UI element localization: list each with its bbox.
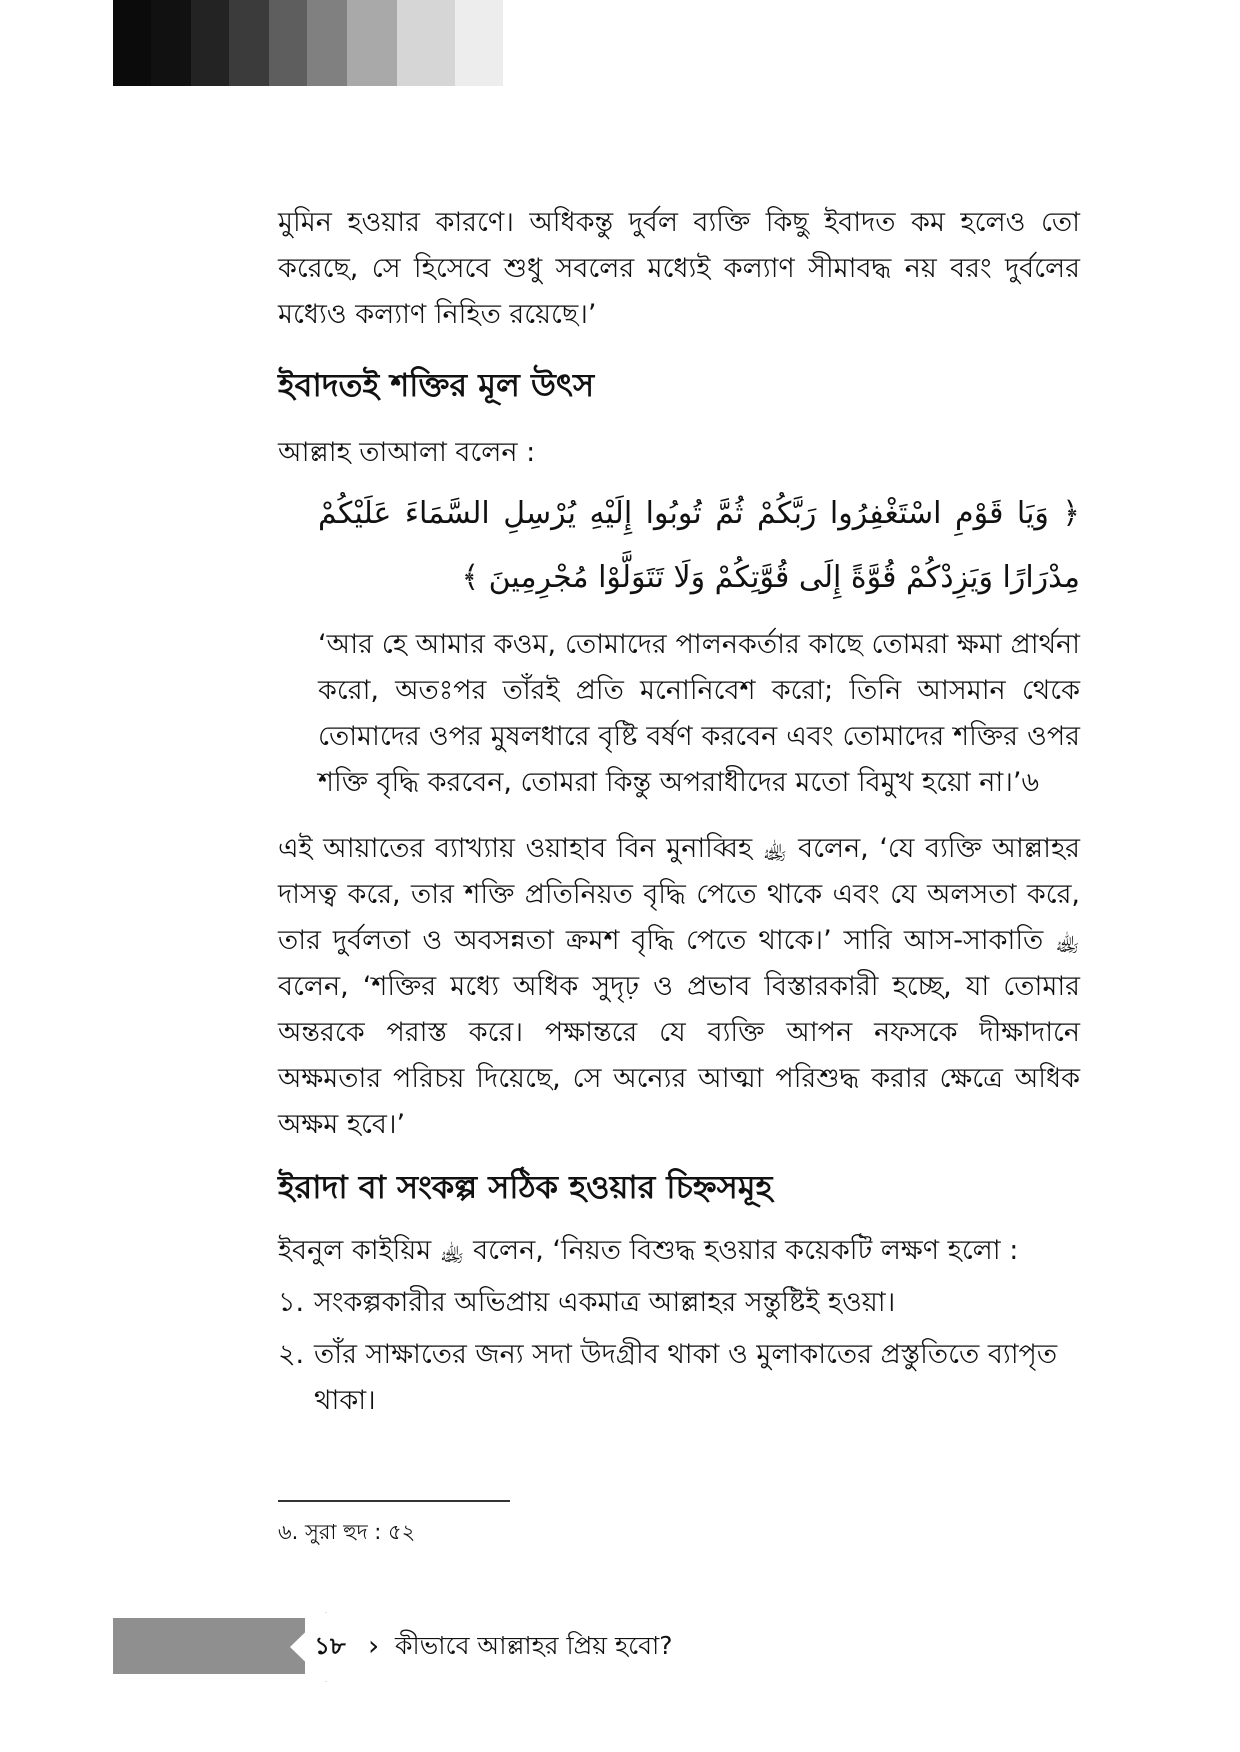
- list-number: ২.: [278, 1339, 305, 1370]
- strip-block: [191, 0, 229, 86]
- chevron-right-icon: ›: [368, 1629, 380, 1662]
- page-number: ১৮: [314, 1632, 346, 1660]
- allah-says-label: আল্লাহ তাআলা বলেন :: [278, 437, 536, 468]
- footnote: ৬. সুরা হুদ : ৫২: [278, 1520, 416, 1544]
- section-heading-worship-strength: ইবাদতই শক্তির মূল উৎস: [278, 366, 595, 404]
- book-title: কীভাবে আল্লাহর প্রিয় হবো?: [395, 1631, 673, 1660]
- arabic-verse: ﴿ وَيَا قَوْمِ اسْتَغْفِرُوا رَبَّكُمْ ثُمَّ تُوبُوا إِلَيْهِ يُرْسِلِ السَّمَاءَ عَلَيْكُمْ مِدْرَارًا وَيَزِدْكُمْ قُوَّةً إِلَى قُوَّتِكُمْ وَلَا تَتَوَلَّوْا مُجْرِمِينَ ﴾: [318, 496, 1080, 595]
- strip-block: [347, 0, 397, 86]
- list-item: [278, 1332, 1080, 1424]
- section-heading-signs-of-intention: ইরাদা বা সংকল্প সঠিক হওয়ার চিহ্নসমূহ: [278, 1168, 773, 1206]
- intro-paragraph: মুমিন হওয়ার কারণে। অধিকন্তু দুর্বল ব্যক্তি কিছু ইবাদত কম হলেও তো করেছে, সে হিসেবে শুধু সবলের মধ্যেই কল্যাণ সীমাবদ্ধ নয় বরং দুর্বলের মধ্যেও কল্যাণ নিহিত রয়েছে।’: [278, 207, 1080, 330]
- verse-translation: ‘আর হে আমার কওম, তোমাদের পালনকর্তার কাছে তোমরা ক্ষমা প্রার্থনা করো, অতঃপর তাঁরই প্রতি মনোনিবেশ করো; তিনি আসমান থেকে তোমাদের ওপর মুষলধারে বৃষ্টি বর্ষণ করবেন এবং তোমাদের শক্তির ওপর শক্তি বৃদ্ধি করবেন, তোমরা কিন্তু অপরাধীদের মতো বিমুখ হয়ো না।’৬: [318, 629, 1080, 798]
- strip-block: [113, 0, 151, 86]
- page-body: [278, 200, 1080, 1424]
- strip-block: [229, 0, 269, 86]
- list-number: ১.: [278, 1287, 305, 1318]
- ibn-qayyim-intro: ইবনুল কাইয়িম ﵀ বলেন, ‘নিয়ত বিশুদ্ধ হওয়ার কয়েকটি লক্ষণ হলো :: [278, 1235, 1019, 1266]
- strip-block: [455, 0, 503, 86]
- list-item: [278, 1280, 1080, 1326]
- footer-gray-bar: [113, 1618, 305, 1674]
- strip-block: [397, 0, 455, 86]
- printer-color-strip: [113, 0, 503, 86]
- strip-block: [269, 0, 307, 86]
- explanation-paragraph: এই আয়াতের ব্যাখ্যায় ওয়াহাব বিন মুনাব্বিহ ﵀ বলেন, ‘যে ব্যক্তি আল্লাহর দাসত্ব করে, তার শক্তি প্রতিনিয়ত বৃদ্ধি পেতে থাকে এবং যে অলসতা করে, তার দুর্বলতা ও অবসন্নতা ক্রমশ বৃদ্ধি পেতে থাকে।’ সারি আস-সাকাতি ﵀ বলেন, ‘শক্তির মধ্যে অধিক সুদৃঢ় ও প্রভাব বিস্তারকারী হচ্ছে, যা তোমার অন্তরকে পরাস্ত করে। পক্ষান্তরে যে ব্যক্তি আপন নফসকে দীক্ষাদানে অক্ষমতার পরিচয় দিয়েছে, সে অন্যের আত্মা পরিশুদ্ধ করার ক্ষেত্রে অধিক অক্ষম হবে।’: [278, 833, 1080, 1140]
- list-text: সংকল্পকারীর অভিপ্রায় একমাত্র আল্লাহর সন্তুষ্টিই হওয়া।: [314, 1287, 896, 1318]
- footnote-divider: [278, 1500, 510, 1502]
- list-text: তাঁর সাক্ষাতের জন্য সদা উদগ্রীব থাকা ও মুলাকাতের প্রস্তুতিতে ব্যাপৃত থাকা।: [314, 1339, 1058, 1416]
- strip-block: [307, 0, 347, 86]
- strip-block: [151, 0, 191, 86]
